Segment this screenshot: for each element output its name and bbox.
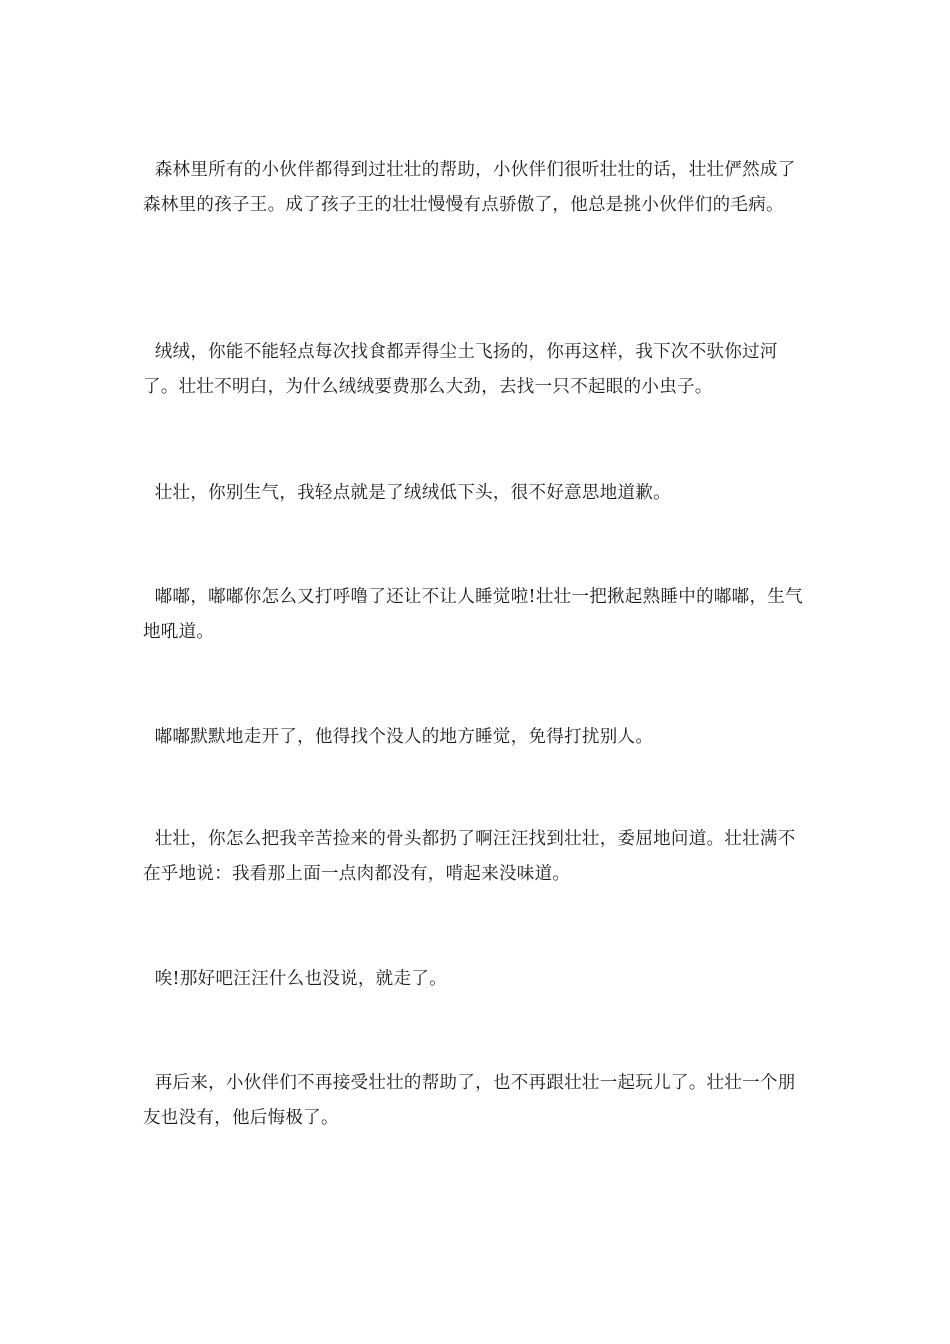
paragraph-7: 唉!那好吧汪汪什么也没说，就走了。 [143, 969, 447, 989]
paragraph-5: 嘟嘟默默地走开了，他得找个没人的地方睡觉，免得打扰别人。 [143, 727, 654, 747]
paragraph-1: 森林里所有的小伙伴都得到过壮壮的帮助，小伙伴们很听壮壮的话，壮壮俨然成了森林里的孩子王。成了孩子王的壮壮慢慢有点骄傲了，他总是挑小伙伴们的毛病。 [143, 160, 796, 215]
paragraph-2: 绒绒，你能不能轻点每次找食都弄得尘土飞扬的，你再这样，我下次不驮你过河了。壮壮不明白，为什么绒绒要费那么大劲，去找一只不起眼的小虫子。 [143, 342, 778, 397]
paragraph-6: 壮壮，你怎么把我辛苦捡来的骨头都扔了啊汪汪找到壮壮，委屈地问道。壮壮满不在乎地说：我看那上面一点肉都没有，啃起来没味道。 [143, 829, 796, 884]
paragraph-4: 嘟嘟，嘟嘟你怎么又打呼噜了还让不让人睡觉啦!壮壮一把揪起熟睡中的嘟嘟，生气地吼道。 [143, 587, 803, 642]
paragraph-3: 壮壮，你别生气，我轻点就是了绒绒低下头，很不好意思地道歉。 [143, 483, 671, 503]
paragraph-8: 再后来，小伙伴们不再接受壮壮的帮助了，也不再跟壮壮一起玩儿了。壮壮一个朋友也没有，他后悔极了。 [143, 1073, 796, 1128]
